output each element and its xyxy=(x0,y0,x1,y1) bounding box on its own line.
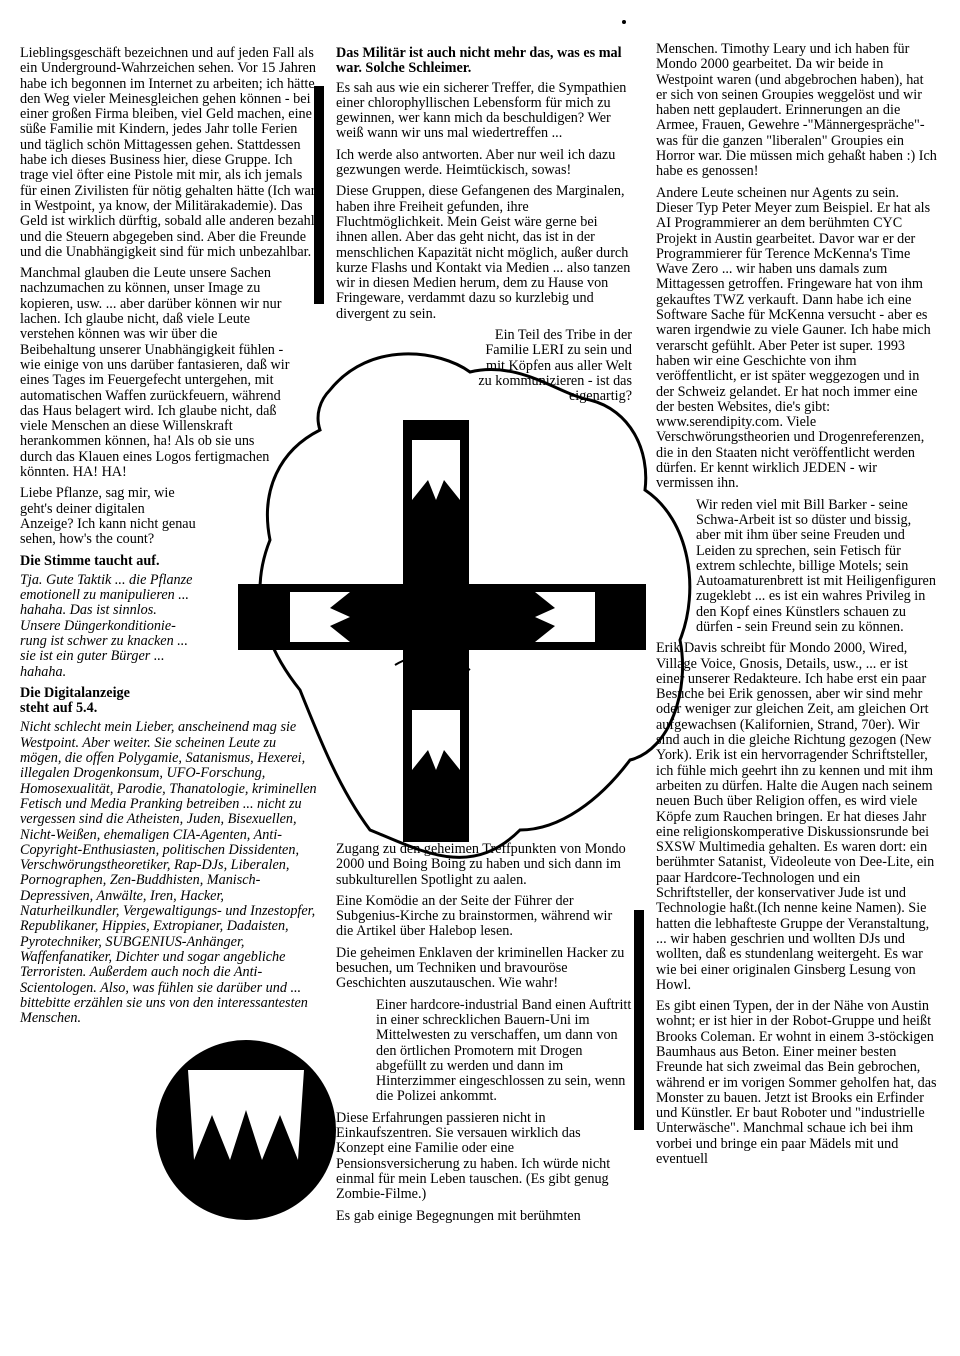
paragraph: Einer hardcore-industrial Band einen Auftritt in einer schrecklichen Bauern-Uni im Mittelwesten zu verschaffen, um dann von den örtlichen Promotern mit Drogen abgefüllt zu werden und dann im Hinterzimmer eingeschlossen zu sein, wenn die Polizei ankommt. xyxy=(376,996,632,1105)
column-1 xyxy=(20,46,320,1032)
paragraph: Ein Teil des Tribe in der Familie LERI zu sein und mit Köpfen aus aller Welt zu kommunizieren - ist das eigenartig? xyxy=(478,327,632,405)
paragraph: Wir reden viel mit Bill Barker - seine Schwa-Arbeit ist so düster und bissig, aber mit ihm über seine Freuden und Leiden zu sprechen, sein Fetisch für extrem schlechte, billige Motels; sein Autoamaturenbrett ist mit Heiligenfiguren zugeklebt ... es ist ein wahres Privileg in den Kopf eines Künstlers schauen zu dürfen - sein Freund sein zu können. xyxy=(696,496,936,635)
paragraph: Ich werde also antworten. Aber nur weil ich dazu gezwungen werde. Heimtückisch, sowas! xyxy=(336,146,616,179)
paragraph: Es sah aus wie ein sicherer Treffer, die Sympathien einer chlorophyllischen Lebensform für mich zu gewinnen, wer kann mich da beschuldigen? Wer weiß wann wir uns mal wiedertreffen ... xyxy=(336,79,627,142)
paragraph: Die geheimen Enklaven der kriminellen Hacker zu besuchen, um Techniken und bravouröse Geschichten auszutauschen. Wie wahr! xyxy=(336,944,625,992)
paragraph: Manchmal glauben die Leute unsere Sachen nachzumachen zu können, unser Image zu kopieren, usw. ... aber darüber können wir nur lachen. Ich glaube nicht, daß viele Leute verstehen können was wir über die Beibehaltung unserer Unabhängigkeit fühlen - wie einige von uns darüber fantasieren, daß wir eines Tages im Feuergefecht untergehen, mit automatischen Waffen zurückfeuern, während das Haus belagert wird. Ich glaube nicht, daß viele Menschen an diese Willenskraft herankommen können, ha! Als ob sie uns durch das Klauen eines Logos fertigmachen könnten. HA! HA! xyxy=(20,265,290,481)
paragraph: Liebe Pflanze, sag mir, wie geht's deiner digitalen Anzeige? Ich kann nicht genau sehen, how's the count? xyxy=(20,485,196,548)
subheading: Das Militär ist auch nicht mehr das, was es mal war. Solche Schleimer. xyxy=(336,45,622,77)
paragraph: Diese Gruppen, diese Gefangenen des Marginalen, haben ihre Freiheit gefunden, ihre Fluchtmöglichkeit. Mein Geist wäre gerne bei ihnen allen. Aber das geht nicht, das ist in der menschlichen Kapazität nicht möglich, außer durch kurze Flashs und Kontakt via Medien ... also tanzen wir in diesen Medien herum, dem zu Hause von Fringeware, verdammt dazu so kurzlebig und divergent zu sein. xyxy=(336,183,631,322)
paragraph: Erik Davis schreibt für Mondo 2000, Wired, Village Voice, Gnosis, Details, usw., ... er ist einer unserer Redakteure. Ich habe erst ein paar Besuche bei Erik genossen, aber wir sind mehr oder weniger zur gleichen Zeit, am gleichen Ort aufgewachsen (Kalifornien, Strand, 70er). Wir sind auch in die gleiche Richtung gezogen (New York). Erik ist ein hervorragender Schriftsteller, ich fühle mich geehrt ihn zu kennen und mit ihm arbeiten zu dürfen. Halte die Augen nach seinem neuen Buch über Religion offen, es wird viele Köpfe zum Rauchen bringen. Er hat dieses Jahr eine religionskomperative Diskussionsrunde bei SXSW Multimedia gehalten. Es waren dort: ein berühmter Satanist, Videoleute von Dee-Lite, ein paar Hardcore-Technologen und ein Schriftsteller, der konservativer Jude ist und Technologie haßt.(Ich nenne keine Namen). Sie hatten die lebhafteste Gruppe der Veranstaltung, ... wir haben geschrien und wollten DJs und wollten, daß es stundenlang weitergeht. Es war wie bei einer originalen Ginsberg Lesung von Howl. xyxy=(656,640,935,993)
paragraph: Zugang zu den geheimen Treffpunkten von Mondo 2000 und Boing Boing zu haben und sich dann im subkulturellen Spotlight zu aalen. xyxy=(336,841,626,888)
column-3 xyxy=(656,42,938,1173)
paragraph: Tja. Gute Taktik ... die Pflanze emotionell zu manipulieren ... hahaha. Das ist sinnlos. Unsere Düngerkonditionie-rung ist schwer zu knacken ... sie ist ein guter Bürger ... hahaha. xyxy=(20,571,193,680)
paragraph: Eine Komödie an der Seite der Führer der Subgenius-Kirche zu brainstormen, während wir die Artikel über Halebop lesen. xyxy=(336,892,613,940)
paragraph: Menschen. Timothy Leary und ich haben für Mondo 2000 gearbeitet. Da wir beide in Westpoint waren (und abgebrochen haben), hat er sich von seinen Groupies weggelöst und wir haben nett geplaudert. Erinnerungen an die Armee, Frauen, Gewehre -"Männergespräche"- was für die ganzen "liberalen" Groupies ein Horror war. Die müssen mich gehaßt haben :) Ich habe es genossen! xyxy=(656,41,937,180)
margin-bar xyxy=(634,910,644,1130)
paragraph: Es gibt einen Typen, der in der Nähe von Austin wohnt; er ist hier in der Robot-Gruppe und heißt Brooks Coleman. Er wohnt in einem 3-stöckigen Baumhaus aus Beton. Einer meiner besten Freunde hat sich zweimal das Bein gebrochen, während er im vorigen Sommer geholfen hat, das Monster zu bauen. Jetzt ist Brooks ein Erfinder und Künstler. Er baut Roboter und "industrielle Unterwäsche". Manchmal schaue ich bei ihm vorbei und bringe ein paar Mädels mit und eventuell xyxy=(656,998,937,1168)
paragraph: Nicht schlecht mein Lieber, anscheinend mag sie Westpoint. Aber weiter. Sie scheinen Leute zu mögen, die offen Polygamie, Satanismus, Hexerei, illegalen Drogenkonsum, UFO-Forschung, Homosexualität, Parodie, Thanatologie, kriminellen Fetisch und Media Pranking betreiben ... nicht zu vergessen sind die Atheisten, Juden, Bisexuellen, Nicht-Weißen, ehemaligen CIA-Agenten, Anti-Copyright-Enthusiasten, politischen Dissidenten, Verschwörungstheoretiker, Rap-DJs, Liberalen, Pornographen, Zen-Buddhisten, Manisch-Depressiven, Anwälte, Iren, Hacker, Naturheilkundler, Vergewaltigungs- und Inzestopfer, Republikaner, Hippies, Extropianer, Dadaisten, Pyrotechniker, SUBGENIUS-Anhänger, Waffenfanatiker, Dichter und sogar angebliche Terroristen. Außerdem auch noch die Anti-Scientologen. Also, was fühlen sie darüber und ... bittebitte erzählen sie uns von den interessantesten Menschen. xyxy=(20,719,317,1027)
column-2 xyxy=(336,46,632,411)
column-2-lower xyxy=(336,842,632,1230)
paragraph: Diese Erfahrungen passieren nicht in Einkaufszentren. Sie versauen wirklich das Konzept eine Familie oder eine Pensionsversicherung zu haben. Ich würde nicht einmal für mein Leben tauschen. (Es gibt genug Zombie-Filme.) xyxy=(336,1109,611,1203)
subheading: Die Stimme taucht auf. xyxy=(20,552,160,569)
paragraph: Lieblingsgeschäft bezeichnen und auf jeden Fall als ein Underground-Wahrzeichen sehen. Vor 15 Jahren habe ich begonnen im Internet zu arbeiten; ich hätte den Weg vieler Meinesgleichen gehen können - bei einer großen Firma bleiben, viel Geld machen, eine süße Familie mit Kindern, jedes Jahr tolle Ferien und täglich schön Mittagessen gehen. Stattdessen habe ich dieses Business hier, diese Gruppe. Ich trage viel öfter eine Pistole mit mir, als ich jemals für einen Zivilisten für nötig gehalten hätte (Ich war in Westpoint, ya know, der Militärakademie). Das Geld ist wirklich dürftig, sobald alle anderen bezahlt und die Steuern abgegeben sind. Aber die Freunde und die Unabhängigkeit sind für mich unbezahlbar. xyxy=(20,45,319,260)
paragraph: Andere Leute scheinen nur Agents zu sein. Dieser Typ Peter Meyer zum Beispiel. Er hat als AI Programmierer an dem berühmten CYC Projekt in Austin gearbeitet. Davor war er der Programmierer für Terence McKenna's Time Wave Zero ... wir haben uns damals zum Mittagessen getroffen. Fringeware hat von ihm gekauftes TWZ verkauft. Dann habe ich eine Software Sache für McKenna versucht - aber es waren irgendwie zu viele Gauner. Ich habe mich verarscht gefühlt. Aber Peter ist super. 1993 haben wir eine Geschichte von ihm veröffentlicht, er ist später weggezogen und in der Schweiz gelandet. Er hat noch immer eine der besten Websites, die's gibt: www.serendipity.com. Viele Verschwörungstheorien und Drogenreferenzen, die in den Staaten nicht veröffentlicht werden dürfen. Er kennt wirklich JEDEN - wir vermissen ihn. xyxy=(656,184,931,492)
corner-dot xyxy=(622,20,626,24)
subheading: Die Digitalanzeige steht auf 5.4. xyxy=(20,684,130,717)
paragraph: Es gab einige Begegnungen mit berühmten xyxy=(336,1207,581,1224)
